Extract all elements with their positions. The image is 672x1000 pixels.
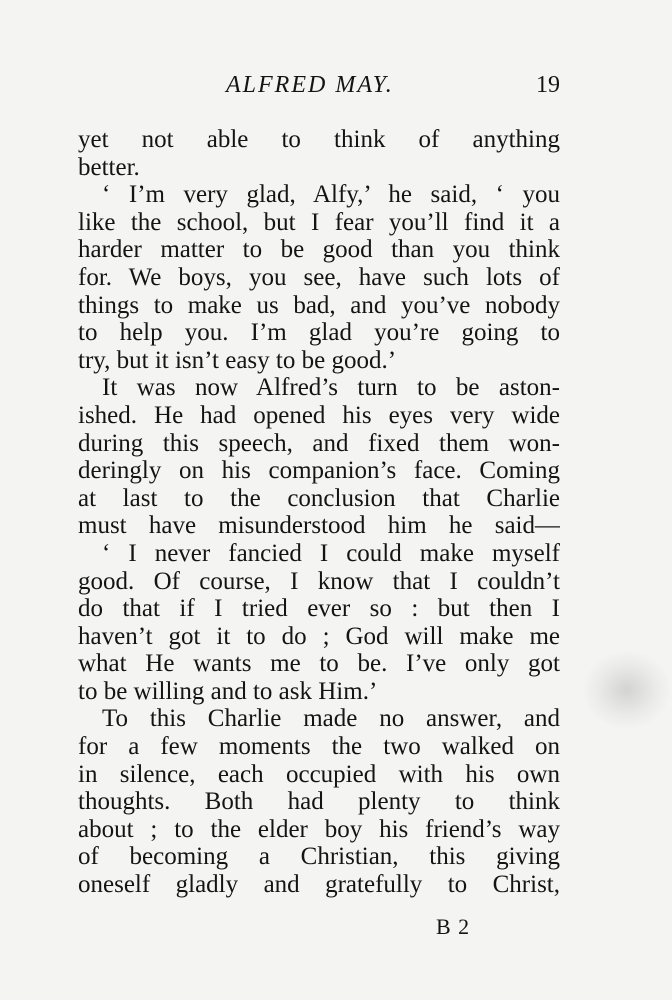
text-line: oneself gladly and gratefully to Christ,: [78, 871, 560, 899]
running-title: ALFRED MAY.: [226, 72, 394, 98]
text-line: for. We boys, you see, have such lots of: [78, 263, 560, 291]
text-line: ‘ I’m very glad, Alfy,’ he said, ‘ you: [102, 181, 560, 209]
text-line: must have misunderstood him he said—: [78, 512, 560, 540]
page-number: 19: [536, 72, 560, 98]
text-line: harder matter to be good than you think: [78, 236, 560, 264]
text-line: like the school, but I fear you’ll find it a: [78, 208, 560, 236]
text-line: what He wants me to be. I’ve only got: [78, 650, 560, 678]
text-line: ‘ I never fancied I could make myself: [102, 539, 560, 567]
text-line: to be willing and to ask Him.’: [78, 677, 378, 705]
text-line: better.: [78, 153, 140, 181]
text-line: yet not able to think of anything: [78, 126, 560, 153]
text-line: deringly on his companion’s face. Coming: [78, 457, 560, 485]
text-line: do that if I tried ever so : but then I: [78, 595, 560, 623]
text-line: To this Charlie made no answer, and: [102, 705, 560, 733]
text-line: It was now Alfred’s turn to be aston-: [102, 374, 560, 402]
text-line: of becoming a Christian, this giving: [78, 843, 560, 871]
page-header: [78, 72, 560, 108]
text-line: thoughts. Both had plenty to think: [78, 788, 560, 816]
text-line: try, but it isn’t easy to be good.’: [78, 346, 397, 374]
text-line: ished. He had opened his eyes very wide: [78, 401, 560, 429]
text-line: haven’t got it to do ; God will make me: [78, 622, 560, 650]
text-line: at last to the conclusion that Charlie: [78, 484, 560, 512]
text-line: in silence, each occupied with his own: [78, 760, 560, 788]
paper-stain: [582, 650, 672, 730]
body-text: [78, 126, 560, 899]
text-line: for a few moments the two walked on: [78, 733, 560, 761]
signature-mark: B 2: [436, 914, 471, 939]
text-line: good. Of course, I know that I couldn’t: [78, 567, 560, 595]
text-line: to help you. I’m glad you’re going to: [78, 319, 560, 347]
text-line: things to make us bad, and you’ve nobody: [78, 291, 560, 319]
text-line: about ; to the elder boy his friend’s way: [78, 815, 560, 843]
text-line: during this speech, and fixed them won-: [78, 429, 560, 457]
